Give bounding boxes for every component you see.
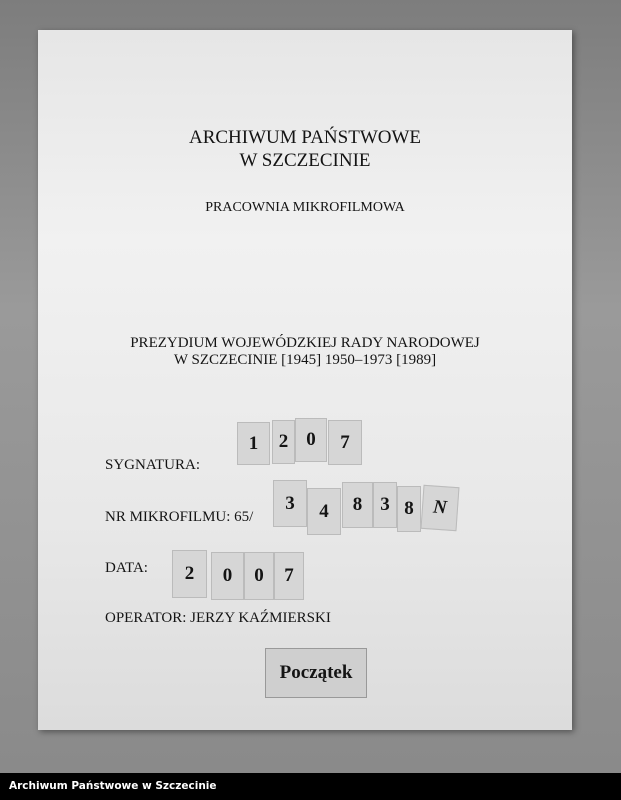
department: PRACOWNIA MIKROFILMOWA bbox=[205, 200, 405, 215]
start-label-card: Początek bbox=[265, 648, 367, 698]
mikrofilm-digit: 8 bbox=[342, 482, 373, 528]
mikrofilm-digit: N bbox=[421, 485, 460, 531]
archive-city: W SZCZECINIE bbox=[239, 150, 371, 171]
archive-title: ARCHIWUM PAŃSTWOWE bbox=[188, 127, 422, 148]
data-digit: 2 bbox=[172, 550, 207, 598]
sygnatura-digit: 2 bbox=[272, 420, 295, 464]
sygnatura-label: SYGNATURA: bbox=[105, 457, 201, 473]
data-label: DATA: bbox=[105, 560, 148, 576]
operator-text: OPERATOR: JERZY KAŹMIERSKI bbox=[105, 610, 331, 626]
sygnatura-digit: 7 bbox=[328, 420, 362, 465]
mikrofilm-digit: 3 bbox=[273, 480, 307, 527]
sygnatura-digit: 1 bbox=[237, 422, 270, 465]
mikrofilm-digit: 3 bbox=[373, 482, 397, 528]
mikrofilm-digit: 8 bbox=[397, 486, 421, 532]
data-digit: 0 bbox=[244, 552, 274, 600]
fond-title: PREZYDIUM WOJEWÓDZKIEJ RADY NARODOWEJ bbox=[130, 335, 480, 351]
sygnatura-digit: 0 bbox=[295, 418, 327, 462]
footer-caption: Archiwum Państwowe w Szczecinie bbox=[0, 773, 621, 800]
data-digit: 7 bbox=[274, 552, 304, 600]
data-digit: 0 bbox=[211, 552, 244, 600]
fond-dates: W SZCZECINIE [1945] 1950–1973 [1989] bbox=[173, 352, 437, 368]
document-sheet bbox=[38, 30, 572, 730]
mikrofilm-digit: 4 bbox=[307, 488, 341, 535]
mikrofilm-label: NR MIKROFILMU: 65/ bbox=[105, 509, 254, 525]
